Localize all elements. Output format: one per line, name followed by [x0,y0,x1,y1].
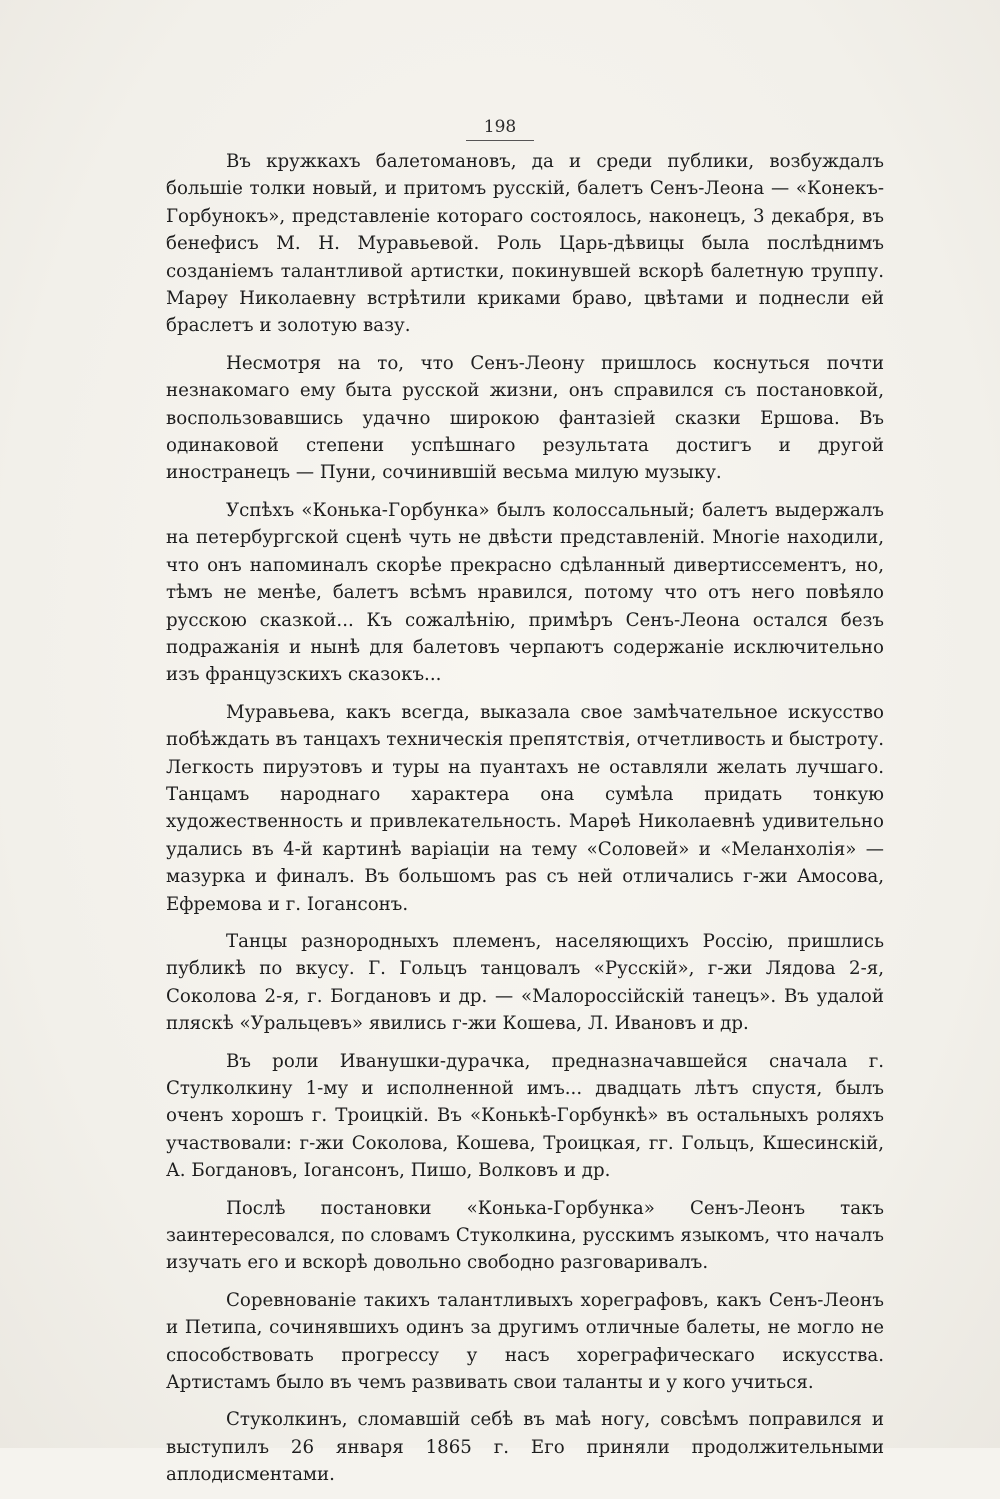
page-number: 198 [466,116,534,141]
paragraph: Стуколкинъ, сломавшій себѣ въ маѣ ногу, совсѣмъ поправился и выступилъ 26 января 1865 г. Его приняли продолжительными аплодисментами. [166,1409,884,1486]
paragraph: Муравьева, какъ всегда, выказала свое замѣчательное искусство побѣждать въ танцахъ техническія препятствія, отчетливость и быстроту. Легкость пируэтовъ и туры на пуантахъ не оставляли желать лучшаго. Танцамъ народнаго характера она сумѣла придать тонкую художественность и привлекательность. Марѳѣ Николаевнѣ удивительно удались въ 4-й картинѣ варіаціи на тему «Соловей» и «Меланхолія» — мазурка и финалъ. Въ большомъ pas съ ней отличались г-жи Амосова, Ефремова и г. Іогансонъ. [166,701,884,915]
paragraph: Успѣхъ «Конька-Горбунка» былъ колоссальный; балетъ выдержалъ на петербургской сценѣ чуть не двѣсти представленій. Многіе находили, что онъ напоминалъ скорѣе прекрасно сдѣланный дивертиссементъ, но, тѣмъ не менѣе, балетъ всѣмъ нравился, потому что отъ него повѣяло русскою сказкой... Къ сожалѣнію, примѣръ Сенъ-Леона остался безъ подражанія и нынѣ для балетовъ черпаютъ содержаніе исключительно изъ французскихъ сказокъ... [166,499,884,686]
paragraph: Соревнованіе такихъ талантливыхъ хореграфовъ, какъ Сенъ-Леонъ и Петипа, сочинявшихъ одинъ за другимъ отличные балеты, не могло не способствовать прогрессу у насъ хореграфическаго искусства. Артистамъ было въ чемъ развивать свои таланты и у кого учиться. [166,1289,884,1394]
paragraph: Въ роли Иванушки-дурачка, предназначавшейся сначала г. Стулколкину 1-му и исполненной имъ... двадцать лѣтъ спустя, былъ оченъ хорошъ г. Троицкій. Въ «Конькѣ-Горбункѣ» въ остальныхъ роляхъ участвовали: г-жи Соколова, Кошева, Троицкая, гг. Гольцъ, Кшесинскій, А. Богдановъ, Іогансонъ, Пишо, Волковъ и др. [166,1050,884,1182]
paragraph: Несмотря на то, что Сенъ-Леону пришлось коснуться почти незнакомаго ему быта русской жизни, онъ справился съ постановкой, воспользовавшись удачно широкою фантазіей сказки Ершова. Въ одинаковой степени успѣшнаго результата достигъ и другой иностранецъ — Пуни, сочинившій весьма милую музыку. [166,352,884,484]
page-header [0,116,1000,141]
paragraph: Послѣ постановки «Конька-Горбунка» Сенъ-Леонъ такъ заинтересовался, по словамъ Стуколкина, русскимъ языкомъ, что началъ изучать его и вскорѣ довольно свободно разговаривалъ. [166,1197,884,1274]
body-text [166,148,884,1499]
paragraph: Танцы разнородныхъ племенъ, населяющихъ Россію, пришлись публикѣ по вкусу. Г. Гольцъ танцовалъ «Русскій», г-жи Лядова 2-я, Соколова 2-я, г. Богдановъ и др. — «Малороссійскій танецъ». Въ удалой пляскѣ «Уральцевъ» явились г-жи Кошева, Л. Ивановъ и др. [166,930,884,1035]
paragraph: Въ кружкахъ балетомановъ, да и среди публики, возбуждалъ большіе толки новый, и притомъ русскій, балетъ Сенъ-Леона — «Конекъ-Горбунокъ», представленіе котораго состоялось, наконецъ, 3 декабря, въ бенефисъ М. Н. Муравьевой. Роль Царь-дѣвицы была послѣднимъ созданіемъ талантливой артистки, покинувшей вскорѣ балетную труппу. Марѳу Николаевну встрѣтили криками браво, цвѣтами и поднесли ей браслетъ и золотую вазу. [166,151,884,337]
